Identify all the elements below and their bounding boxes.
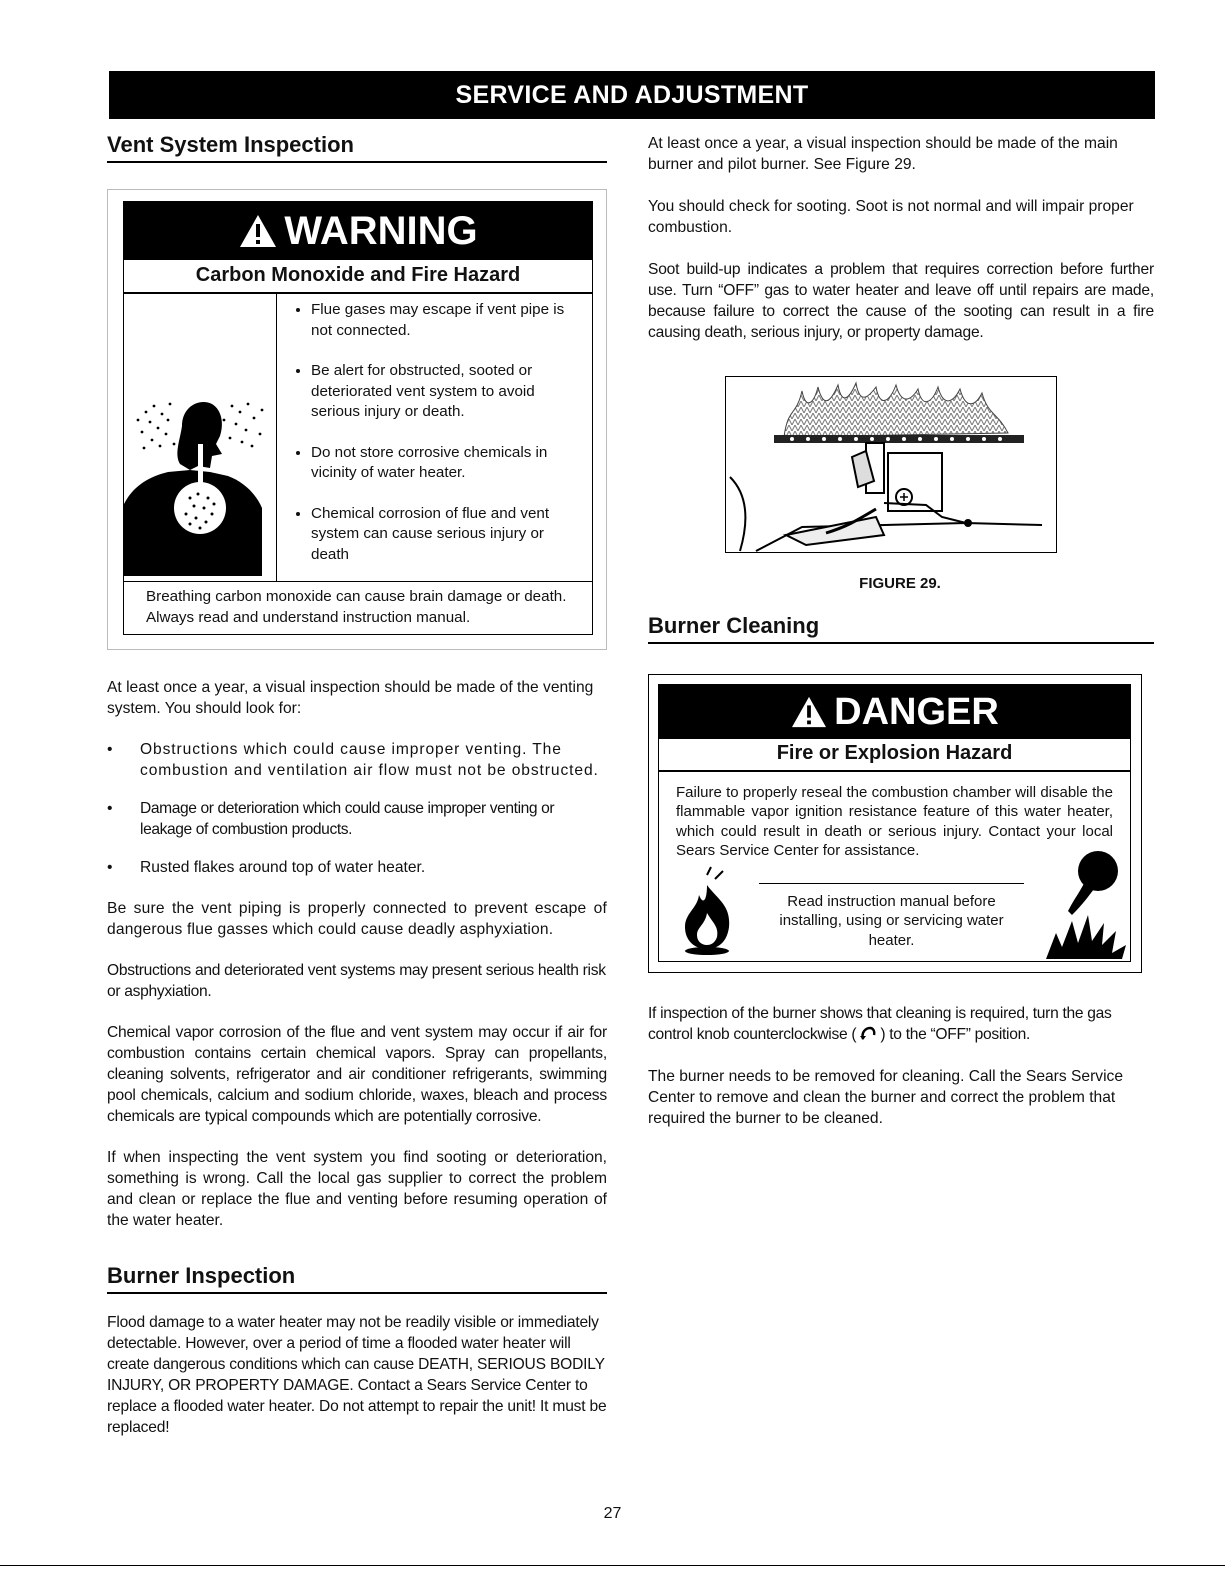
burner-cleaning-text-a: If inspection of the burner shows that cleaning is required, turn the gas control knob counterclockwise ( xyxy=(648,1004,1112,1043)
figure-29-burner-illustration xyxy=(725,376,1057,553)
danger-text: Failure to properly reseal the combustion chamber will disable the flammable vapor ignition resistance feature of this water heater, which could result in death or serious injury. Contact your local Sears Service Center for assistance. xyxy=(676,784,1113,860)
danger-box-frame xyxy=(648,674,1142,973)
danger-note: Read instruction manual before installing, using or servicing water heater. xyxy=(779,892,1004,949)
page-number: 27 xyxy=(603,1505,622,1522)
vent-paragraph: Chemical vapor corrosion of the flue and vent system may occur if air for combustion contains certain chemical vapors. Spray can propellants, cleaning solvents, refrigerator and air conditioner refrigerants, swimming pool chemicals, calcium and sodium chloride, waxes, bleach and process chemicals are typical compounds which are potentially corrosive. xyxy=(107,1024,607,1125)
vent-intro: At least once a year, a visual inspection should be made of the venting system. You should look for: xyxy=(107,679,594,717)
burner-cleaning-text-b: ) to the “OFF” position. xyxy=(880,1025,1030,1043)
list-item-text: Obstructions which could cause improper venting. The combustion and ventilation air flow must not be obstructed. xyxy=(140,741,599,779)
left-column xyxy=(107,128,607,1438)
warning-subtitle: Carbon Monoxide and Fire Hazard xyxy=(124,260,592,294)
list-item-text: Damage or deterioration which could cause improper venting or leakage of combustion products. xyxy=(140,800,555,838)
list-item xyxy=(107,798,607,840)
burner-assembly-illustration xyxy=(726,377,1056,552)
vent-inspection-heading: Vent System Inspection xyxy=(107,132,607,163)
warning-triangle-icon xyxy=(238,213,278,249)
burner-cleaning-paragraph: The burner needs to be removed for cleaning. Call the Sears Service Center to remove and clean the burner and correct the problem that required the burner to be cleaned. xyxy=(648,1067,1124,1127)
counterclockwise-arrow-icon xyxy=(860,1026,876,1040)
warning-bullets xyxy=(277,294,592,581)
warning-bullet: • Do not store corrosive chemicals in vicinity of water heater. xyxy=(311,443,580,484)
right-paragraph: At least once a year, a visual inspection should be made of the main burner and pilot burner. See Figure 29. xyxy=(648,135,1118,173)
vent-paragraph: If when inspecting the vent system you find sooting or deterioration, something is wrong. Call the local gas supplier to correct the problem and clean or replace the flue and venting before resuming operation of the water heater. xyxy=(107,1149,607,1229)
bullet-dot: • xyxy=(107,741,113,758)
warning-footer: Breathing carbon monoxide can cause brain damage or death. Always read and understand instruction manual. xyxy=(146,588,567,626)
carbon-monoxide-person-icon xyxy=(124,294,276,576)
warning-bullet: • Be alert for obstructed, sooted or deteriorated vent system to avoid serious injury or death. xyxy=(311,361,580,423)
list-item xyxy=(107,739,607,781)
warning-body xyxy=(124,294,592,582)
danger-title: DANGER xyxy=(834,690,999,733)
warning-title: WARNING xyxy=(284,208,478,253)
explosion-person-icon xyxy=(1042,849,1132,961)
warning-box-frame xyxy=(107,189,607,650)
danger-box xyxy=(658,684,1131,962)
vent-bullet-list xyxy=(107,739,607,878)
vent-paragraph: Obstructions and deteriorated vent systems may present serious health risk or asphyxiation. xyxy=(107,962,606,1000)
danger-note-wrap xyxy=(759,883,1024,951)
warning-pictogram xyxy=(124,294,277,581)
burner-inspection-heading: Burner Inspection xyxy=(107,1263,607,1294)
warning-header xyxy=(124,202,592,260)
figure-caption: FIGURE 29. xyxy=(859,575,941,592)
fire-flame-icon xyxy=(667,865,747,957)
danger-bottom-row xyxy=(659,861,1130,961)
warning-bullet: • Chemical corrosion of flue and vent system can cause serious injury or death xyxy=(311,504,580,566)
danger-triangle-icon xyxy=(790,695,828,729)
right-paragraph: You should check for sooting. Soot is not normal and will impair proper combustion. xyxy=(648,198,1134,236)
danger-subtitle: Fire or Explosion Hazard xyxy=(659,739,1130,772)
bullet-dot: • xyxy=(107,859,113,876)
bottom-rule xyxy=(0,1565,1225,1566)
section-banner: SERVICE AND ADJUSTMENT xyxy=(109,71,1155,119)
warning-bullet: • Flue gases may escape if vent pipe is not connected. xyxy=(311,300,580,341)
list-item-text: Rusted flakes around top of water heater. xyxy=(140,859,426,876)
list-item xyxy=(107,857,607,878)
danger-header xyxy=(659,685,1130,739)
right-paragraph: Soot build-up indicates a problem that requires correction before further use. Turn “OFF” gas to water heater and leave off until repairs are made, because failure to correct the cause of the sooting can result in a fire causing death, serious injury, or property damage. xyxy=(648,261,1154,341)
burner-cleaning-heading: Burner Cleaning xyxy=(648,613,1154,644)
warning-box xyxy=(123,201,593,635)
burner-cleaning-paragraph xyxy=(648,1003,1154,1045)
bullet-dot: • xyxy=(107,800,113,817)
right-column xyxy=(648,133,1154,1129)
vent-paragraph: Be sure the vent piping is properly connected to prevent escape of dangerous flue gasses which could cause deadly asphyxiation. xyxy=(107,900,607,938)
burner-inspection-paragraph: Flood damage to a water heater may not be readily visible or immediately detectable. However, over a period of time a flooded water heater will create dangerous conditions which can cause DEATH, SERIOUS BODILY INJURY, OR PROPERTY DAMAGE. Contact a Sears Service Center to replace a flooded water heater. Do not attempt to repair the unit! It must be replaced! xyxy=(107,1314,607,1436)
